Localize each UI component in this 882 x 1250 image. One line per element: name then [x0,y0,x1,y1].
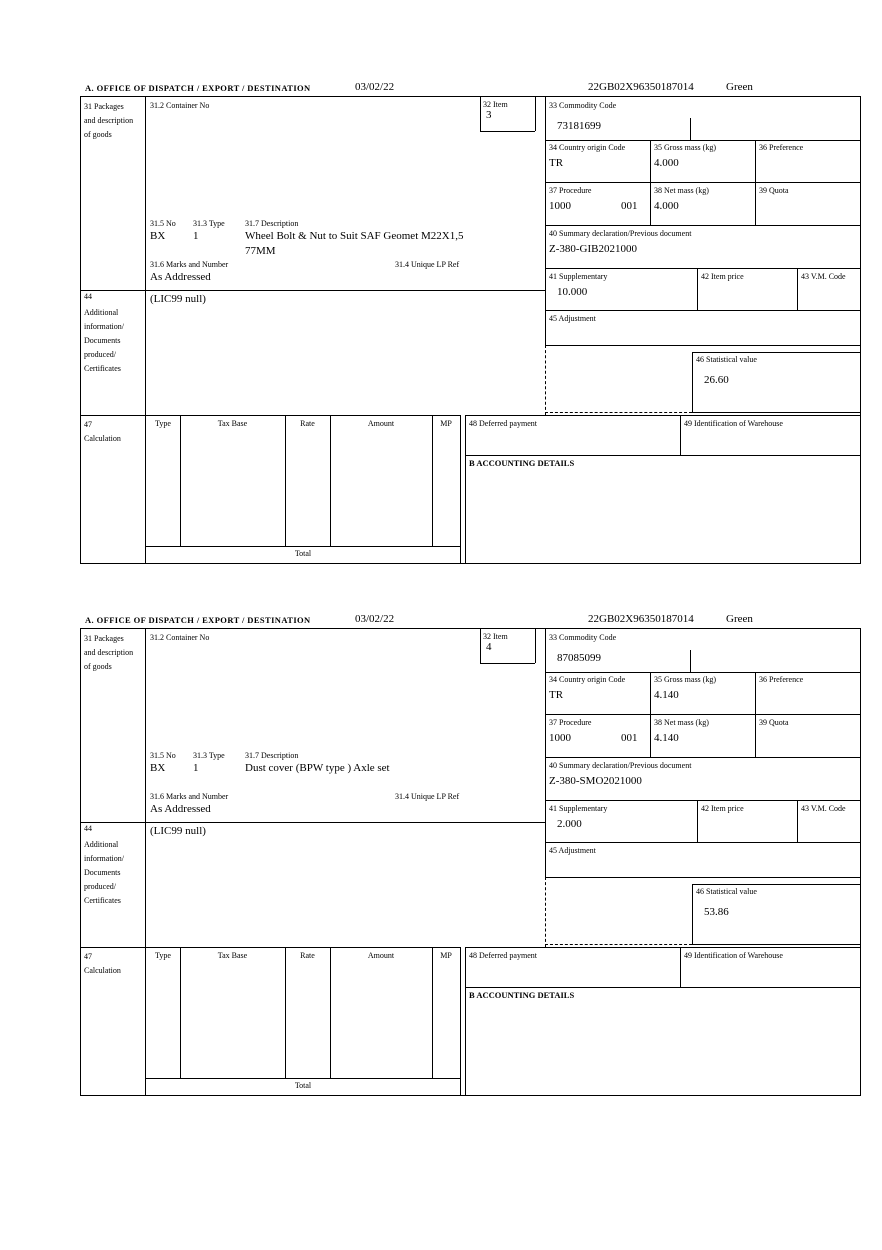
accounting-details-label: B ACCOUNTING DETAILS [469,990,575,1000]
gross-mass-value: 4.000 [654,157,679,169]
box35-gross-mass-label: 35 Gross mass (kg) [654,675,716,684]
declaration-reference: 22GB02X96350187014 [588,613,694,625]
goods-description-line1: Wheel Bolt & Nut to Suit SAF Geomet M22X1,5 [245,230,464,242]
grid-line [797,800,798,842]
grid-line [545,757,860,758]
box31-7-description-label: 31.7 Description [245,751,299,760]
grid-line [545,268,860,269]
grid-line [692,352,693,412]
previous-document-value: Z-380-GIB2021000 [549,243,637,255]
box31-4-lp-ref-label: 31.4 Unique LP Ref [395,260,460,269]
box43-vm-code-label: 43 V.M. Code [801,272,846,281]
procedure-value: 1000 [549,732,571,744]
grid-line [460,947,461,1095]
procedure-code-value: 001 [621,200,638,212]
grid-line [465,987,860,988]
grid-line [692,944,860,945]
grid-line [697,268,698,310]
box31-4-lp-ref-label: 31.4 Unique LP Ref [395,792,460,801]
previous-document-value: Z-380-SMO2021000 [549,775,642,787]
marks-value: As Addressed [150,803,211,815]
box47-calculation-label: 47 Calculation [84,420,121,443]
box31-6-marks-label: 31.6 Marks and Number [150,792,229,801]
box35-gross-mass-label: 35 Gross mass (kg) [654,143,716,152]
net-mass-value: 4.000 [654,200,679,212]
grid-line [680,415,681,455]
grid-line [650,140,651,225]
grid-line [650,672,651,757]
box48-deferred-label: 48 Deferred payment [469,419,537,428]
procedure-value: 1000 [549,200,571,212]
box33-commodity-label: 33 Commodity Code [549,633,617,642]
declaration-reference: 22GB02X96350187014 [588,81,694,93]
grid-line [465,455,860,456]
grid-line [432,415,433,546]
box41-supplementary-label: 41 Supplementary [549,804,608,813]
commodity-code-value: 73181699 [557,120,601,132]
supplementary-value: 2.000 [557,818,582,830]
dashed-line [545,412,692,413]
tax-amount-header: Amount [367,951,395,960]
routing-status: Green [726,81,753,93]
grid-line [480,663,535,664]
dashed-line [545,877,546,947]
box44-label: Additional information/ Documents produced/ Certificates [84,308,124,373]
net-mass-value: 4.140 [654,732,679,744]
box45-adjustment-label: 45 Adjustment [549,314,596,323]
sad-continuation-form [80,628,861,1096]
grid-line [180,947,181,1078]
grid-line [545,842,860,843]
box49-warehouse-label: 49 Identification of Warehouse [684,419,783,428]
package-type-value: 1 [193,230,199,242]
grid-line [692,884,693,944]
tax-type-header: Type [155,419,171,428]
grid-line [545,877,860,878]
box44-label: Additional information/ Documents produced/ Certificates [84,840,124,905]
grid-line [146,546,460,547]
box31-label: 31 Packages and description of goods [84,102,134,139]
item-section-2 [0,612,882,1112]
box36-preference-label: 36 Preference [759,143,804,152]
package-count-value: BX [150,230,166,242]
total-label: Total [294,549,312,558]
grid-line [545,345,860,346]
supplementary-value: 10.000 [557,286,588,298]
box32-item-label: 32 Item [483,100,508,109]
box45-adjustment-label: 45 Adjustment [549,846,596,855]
box31-3-type-label: 31.3 Type [193,751,225,760]
item-section-1 [0,80,882,580]
item-number-value: 3 [486,109,492,121]
grid-line [692,412,860,413]
box37-procedure-label: 37 Procedure [549,186,592,195]
routing-status: Green [726,613,753,625]
grid-line [755,672,756,757]
grid-line [480,97,481,131]
box31-6-marks-label: 31.6 Marks and Number [150,260,229,269]
grid-line [690,118,691,140]
tax-rate-header: Rate [300,419,315,428]
box41-supplementary-label: 41 Supplementary [549,272,608,281]
grid-line [545,97,546,345]
grid-line [146,1078,460,1079]
grid-line [755,140,756,225]
gross-mass-value: 4.140 [654,689,679,701]
box46-statistical-label: 46 Statistical value [696,355,757,364]
grid-line [545,672,860,673]
box31-2-container-label: 31.2 Container No [150,633,210,642]
marks-value: As Addressed [150,271,211,283]
statistical-value: 53.86 [704,906,729,918]
additional-info-value: (LIC99 null) [150,293,206,305]
tax-mp-header: MP [440,419,452,428]
box43-vm-code-label: 43 V.M. Code [801,804,846,813]
box42-item-price-label: 42 Item price [701,804,744,813]
box39-quota-label: 39 Quota [759,186,789,195]
grid-line [465,415,466,563]
grid-line [330,415,331,546]
box34-origin-label: 34 Country origin Code [549,143,626,152]
date-value: 03/02/22 [355,81,395,93]
country-origin-value: TR [549,689,564,701]
grid-line [545,800,860,801]
additional-info-value: (LIC99 null) [150,825,206,837]
grid-line [465,415,860,416]
grid-line [330,947,331,1078]
box33-commodity-label: 33 Commodity Code [549,101,617,110]
tax-rate-header: Rate [300,951,315,960]
tax-mp-header: MP [440,951,452,960]
box31-7-description-label: 31.7 Description [245,219,299,228]
grid-line [480,131,535,132]
package-type-value: 1 [193,762,199,774]
grid-line [81,947,460,948]
grid-line [460,415,461,563]
grid-line [797,268,798,310]
box42-item-price-label: 42 Item price [701,272,744,281]
package-count-value: BX [150,762,166,774]
dashed-line [545,944,692,945]
procedure-code-value: 001 [621,732,638,744]
grid-line [535,97,536,131]
box44-number: 44 [84,292,92,301]
grid-line [697,800,698,842]
box44-number: 44 [84,824,92,833]
tax-base-header: Tax Base [217,951,248,960]
goods-description-line2: 77MM [245,245,276,257]
box39-quota-label: 39 Quota [759,718,789,727]
box46-statistical-label: 46 Statistical value [696,887,757,896]
grid-line [680,947,681,987]
grid-line [545,714,860,715]
grid-line [545,225,860,226]
grid-line [535,629,536,663]
box31-5-no-label: 31.5 No [150,751,176,760]
box48-deferred-label: 48 Deferred payment [469,951,537,960]
box31-3-type-label: 31.3 Type [193,219,225,228]
office-of-dispatch-label: A. OFFICE OF DISPATCH / EXPORT / DESTINATION [85,83,311,93]
box49-warehouse-label: 49 Identification of Warehouse [684,951,783,960]
grid-line [285,947,286,1078]
box37-procedure-label: 37 Procedure [549,718,592,727]
box36-preference-label: 36 Preference [759,675,804,684]
grid-line [465,947,466,1095]
grid-line [285,415,286,546]
box34-origin-label: 34 Country origin Code [549,675,626,684]
dashed-line [545,345,546,415]
tax-amount-header: Amount [367,419,395,428]
grid-line [465,947,860,948]
grid-line [545,310,860,311]
grid-line [692,352,860,353]
tax-type-header: Type [155,951,171,960]
box38-net-mass-label: 38 Net mass (kg) [654,718,709,727]
statistical-value: 26.60 [704,374,729,386]
office-of-dispatch-label: A. OFFICE OF DISPATCH / EXPORT / DESTINATION [85,615,311,625]
goods-description-line1: Dust cover (BPW type ) Axle set [245,762,390,774]
box31-5-no-label: 31.5 No [150,219,176,228]
sad-continuation-form [80,96,861,564]
grid-line [545,182,860,183]
grid-line [81,290,545,291]
box40-summary-label: 40 Summary declaration/Previous document [549,229,692,238]
grid-line [545,140,860,141]
box38-net-mass-label: 38 Net mass (kg) [654,186,709,195]
accounting-details-label: B ACCOUNTING DETAILS [469,458,575,468]
box47-calculation-label: 47 Calculation [84,952,121,975]
box31-label: 31 Packages and description of goods [84,634,134,671]
grid-line [180,415,181,546]
commodity-code-value: 87085099 [557,652,601,664]
grid-line [432,947,433,1078]
total-label: Total [294,1081,312,1090]
grid-line [81,822,545,823]
country-origin-value: TR [549,157,564,169]
box32-item-label: 32 Item [483,632,508,641]
grid-line [81,415,460,416]
item-number-value: 4 [486,641,492,653]
box31-2-container-label: 31.2 Container No [150,101,210,110]
grid-line [692,884,860,885]
tax-base-header: Tax Base [217,419,248,428]
grid-line [690,650,691,672]
box40-summary-label: 40 Summary declaration/Previous document [549,761,692,770]
date-value: 03/02/22 [355,613,395,625]
grid-line [480,629,481,663]
grid-line [545,629,546,877]
